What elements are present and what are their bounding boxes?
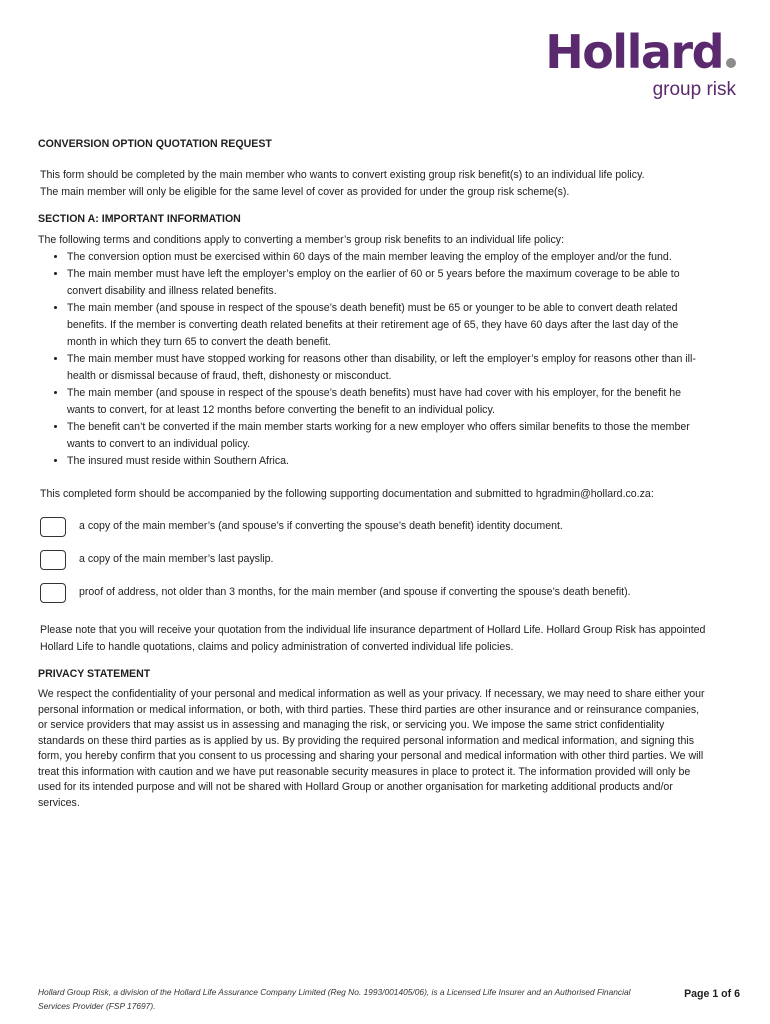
privacy-text: We respect the confidentiality of your personal and medical information as well as your privacy. If necessary, we may need to share either your personal information or medical information, or both, with third parties. These third parties are other insurance and or reinsurance companies, or service providers that may assist us in assessing and managing the risk, or servicing you. We impose the same strict confidentiality standards on these third parties as is applied by us. By providing the required personal information and medical information, and signing this form, you hereby confirm that you consent to us processing and sharing your personal and medical information with other third parties. We will treat this information with caution and we have put reasonable security measures in place to protect it. The information provided will only be used for its intended purpose and will not be shared with Hollard Group or another organisation for marketing additional products and/or services. (38, 688, 705, 809)
list-item: • The main member must have left the employer’s employ on the earlier of 60 or 5 years before the maximum coverage to be able to convert disability and illness related benefits. (67, 266, 708, 300)
intro-line-2: The main member will only be eligible for the same level of cover as provided for under the group risk scheme(s). (40, 186, 570, 198)
list-item: • The main member (and spouse in respect of the spouse’s death benefits) must have had cover with his employer, for the benefit he wants to convert, for at least 12 months before converting the benefit to an individual policy. (67, 385, 708, 419)
list-item: • The benefit can’t be converted if the main member starts working for a new employer who offers similar benefits to those the member wants to convert to an individual policy. (67, 419, 708, 453)
payslip-checkbox[interactable] (40, 550, 66, 570)
supporting-doc-payslip (38, 543, 708, 576)
proof-of-address-checkbox[interactable] (40, 583, 66, 603)
section-a-lead: The following terms and conditions apply to converting a member’s group risk benefits to an individual life policy: (38, 234, 565, 246)
logo-wordmark (545, 26, 736, 78)
terms-list (38, 249, 708, 470)
list-item: • The main member must have stopped working for reasons other than disability, or left the employer’s employ for reasons other than ill-health or dismissal because of fraud, theft, dishonesty or misconduct. (67, 351, 708, 385)
list-item: • The main member (and spouse in respect of the spouse’s death benefit) must be 65 or younger to be able to convert death related benefits. If the member is converting death related benefits at their retirement age of 65, they have 60 days after the last day of the month in which they turn 65 to convert the death benefit. (67, 300, 708, 351)
form-title: CONVERSION OPTION QUOTATION REQUEST (38, 138, 272, 150)
list-item: • The conversion option must be exercised within 60 days of the main member leaving the employ of the employer and/or the fund. (67, 249, 708, 266)
form-content (38, 136, 708, 811)
logo-dot-icon (726, 58, 736, 68)
privacy-heading: PRIVACY STATEMENT (38, 668, 151, 680)
intro-line-1: This form should be completed by the main member who wants to convert existing group risk benefit(s) to an individual life policy. (40, 169, 645, 181)
checkbox-label: proof of address, not older than 3 months, for the main member (and spouse if converting the spouse’s death benefit). (79, 586, 631, 598)
checkbox-label: a copy of the main member’s (and spouse’s if converting the spouse’s death benefit) identity document. (79, 520, 563, 532)
section-a-heading: SECTION A: IMPORTANT INFORMATION (38, 213, 241, 225)
id-document-checkbox[interactable] (40, 517, 66, 537)
quotation-note: Please note that you will receive your quotation from the individual life insurance department of Hollard Life. Hollard Group Risk has appointed Hollard Life to handle quotations, claims and policy administration of converted individual life policies. (40, 624, 706, 653)
supporting-docs-lead: This completed form should be accompanied by the following supporting documentation and submitted to hgradmin@hollard.co.za: (40, 488, 654, 500)
footer-disclaimer: Hollard Group Risk, a division of the Hollard Life Assurance Company Limited (Reg No. 1993/001405/06), is a Licensed Life Insurer and an Authorised Financial Services Provider (FSP 17697). (38, 987, 631, 1011)
intro-paragraph (38, 167, 708, 201)
logo-word-text: Hollard (545, 25, 723, 79)
list-item: • The insured must reside within Southern Africa. (67, 453, 708, 470)
checkbox-label: a copy of the main member’s last payslip. (79, 553, 274, 565)
supporting-doc-address (38, 576, 708, 609)
hollard-logo (545, 26, 736, 100)
supporting-doc-id (38, 510, 708, 543)
privacy-section (38, 666, 708, 811)
page-number: Page 1 of 6 (684, 988, 740, 1000)
logo-subtitle: group risk (652, 79, 736, 100)
